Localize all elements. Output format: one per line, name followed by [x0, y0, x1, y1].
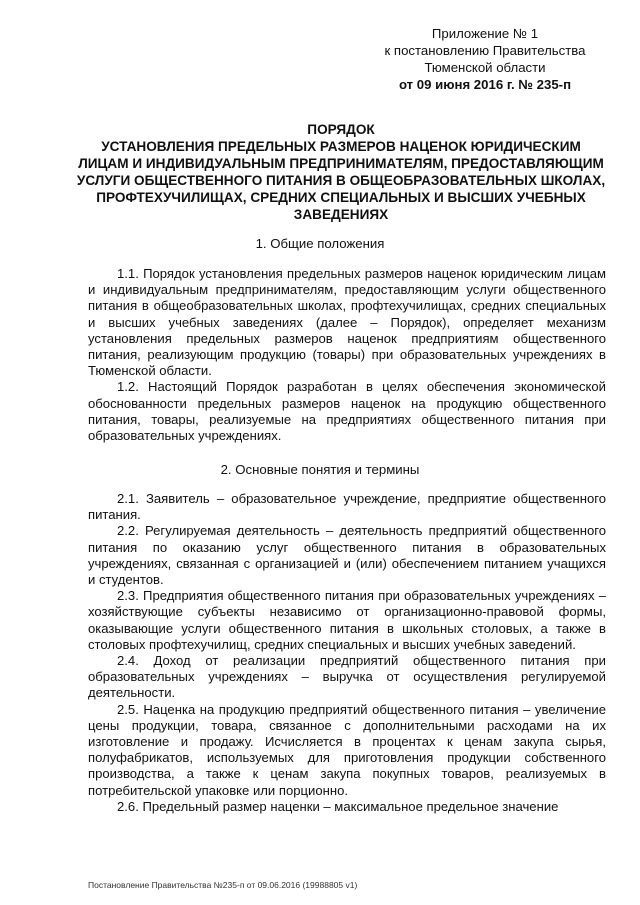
section-1-body — [88, 266, 606, 444]
paragraph-1-1: 1.1. Порядок установления предельных размеров наценок юридическим лицам и индивидуальным предпринимателям, предоставляющим услуги общественного питания в общеобразовательных школах, профтехучилищах, средних специальных и высших учебных заведениях (далее – Порядок), определяет механизм установления предельных размеров наценок предприятиям общественного питания, реализующим продукцию (товары) при образовательных учреждениях в Тюменской области. — [88, 266, 606, 379]
appendix-title: Приложение № 1 — [431, 26, 539, 41]
paragraph-2-2: 2.2. Регулируемая деятельность – деятельность предприятий общественного питания по оказанию услуг общественного питания в образовательных учреждениях, связанная с организацией и (или) обеспечением питанием учащихся и студентов. — [88, 523, 606, 588]
appendix-block — [360, 25, 610, 93]
paragraph-2-6: 2.6. Предельный размер наценки – максимальное предельное значение — [117, 798, 559, 814]
paragraph-2-3: 2.3. Предприятия общественного питания при образовательных учреждениях – хозяйствующие субъекты независимо от организационно-правовой формы, оказывающие услуги общественного питания в школьных столовых, а также в столовых профтехучилищ, средних специальных и высших учебных заведений. — [88, 588, 606, 652]
title-subtitle: УСТАНОВЛЕНИЯ ПРЕДЕЛЬНЫХ РАЗМЕРОВ НАЦЕНОК ЮРИДИЧЕСКИМ ЛИЦАМ И ИНДИВИДУАЛЬНЫМ ПРЕДПРИНИМАТЕЛЯМ, ПРЕДОСТАВЛЯЮЩИМ УСЛУГИ ОБЩЕСТВЕННОГО ПИТАНИЯ В ОБЩЕОБРАЗОВАТЕЛЬНЫХ ШКОЛАХ, ПРОФТЕХУЧИЛИЩАХ, СРЕДНИХ СПЕЦИАЛЬНЫХ И ВЫСШИХ УЧЕБНЫХ ЗАВЕДЕНИЯХ — [76, 139, 606, 222]
section-2-heading: 2. Основные понятия и термины — [220, 462, 420, 477]
appendix-line-2: Тюменской области — [424, 60, 546, 75]
section-1-heading: 1. Общие положения — [255, 236, 385, 251]
paragraph-2-1: 2.1. Заявитель – образовательное учреждение, предприятие общественного питания. — [88, 491, 606, 523]
paragraph-2-5: 2.5. Наценка на продукцию предприятий общественного питания – увеличение цены продукции, товара, связанное с дополнительными расходами на их изготовление и продажу. Исчисляется в процентах к ценам закупа сырья, полуфабрикатов, используемых для приготовления продукции собственного производства, а также к ценам закупа покупных товаров, реализуемых в потребительской упаковке или порционно. — [88, 701, 606, 798]
section-2-body — [88, 491, 606, 815]
page-footer: Постановление Правительства №235-п от 09.06.2016 (19988805 v1) — [88, 880, 358, 890]
paragraph-1-2: 1.2. Настоящий Порядок разработан в целях обеспечения экономической обоснованности предельных размеров наценок на продукцию общественного питания, товары, реализуемые на предприятиях общественного питания при образовательных учреждениях. — [88, 379, 606, 444]
appendix-date-number: от 09 июня 2016 г. № 235-п — [398, 77, 572, 92]
appendix-line-1: к постановлению Правительства — [384, 43, 586, 58]
document-title — [76, 121, 606, 223]
title-heading: ПОРЯДОК — [307, 122, 375, 137]
paragraph-2-4: 2.4. Доход от реализации предприятий общественного питания при образовательных учреждениях – выручка от осуществления регулируемой деятельности. — [88, 653, 606, 701]
